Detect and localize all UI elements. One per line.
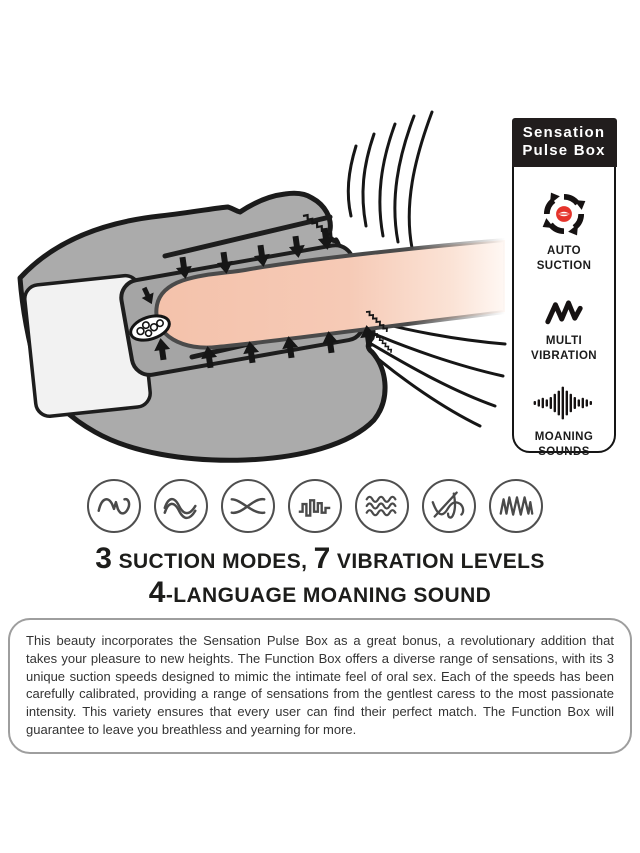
headline	[0, 544, 640, 612]
headline-number: 4	[148, 576, 166, 609]
motion-lines-top	[348, 112, 432, 248]
moaning-sounds-equalizer-icon	[532, 381, 596, 425]
sensation-pulse-box-panel	[512, 118, 616, 459]
headline-line-1	[0, 544, 640, 578]
wave-with-hook-mode-icon	[87, 479, 141, 533]
triple-ripple-mode-icon	[355, 479, 409, 533]
feature-label: AUTO SUCTION	[536, 244, 592, 273]
headline-line-2	[0, 578, 640, 612]
mode-icons-row	[87, 479, 543, 533]
multi-vibration-zigzag-icon	[541, 293, 587, 329]
feature-auto-suction	[521, 189, 607, 275]
headline-text: -LANGUAGE MOANING SOUND	[165, 584, 492, 607]
description-text: This beauty incorporates the Sensation Pulse Box as a great bonus, a revolutionary addition that takes your pleasure to new heights. The Function Box offers a diverse range of sensations, with its 3 unique suction speeds designed to mimic the intimate feel of oral sex. Each of the speeds has been carefully calibrated, providing a range of sensations from the gentlest caress to the most passionate intensity. This variety ensures that every user can find their perfect match. The Function Box will guarantee to leave you breathless and yearning for more.	[26, 633, 614, 737]
dense-zigzag-mode-icon	[489, 479, 543, 533]
mixed-wave-cross-mode-icon	[422, 479, 476, 533]
feature-label: MULTI VIBRATION	[531, 334, 597, 363]
pulse-square-wave-mode-icon	[288, 479, 342, 533]
headline-number: 3	[95, 542, 113, 575]
headline-number: 7	[313, 542, 331, 575]
auto-suction-swirl-lips-icon	[538, 189, 590, 239]
headline-text: SUCTION MODES,	[112, 550, 314, 573]
feature-label: MOANING SOUNDS	[534, 430, 594, 459]
description-box	[8, 618, 632, 754]
device-cutaway-illustration	[0, 100, 510, 470]
feature-moaning-sounds	[521, 381, 607, 461]
headline-text: VIBRATION LEVELS	[330, 550, 545, 573]
double-sine-mode-icon	[154, 479, 208, 533]
feature-multi-vibration	[521, 293, 607, 365]
panel-title: Sensation Pulse Box	[512, 118, 617, 167]
crossing-curves-mode-icon	[221, 479, 275, 533]
